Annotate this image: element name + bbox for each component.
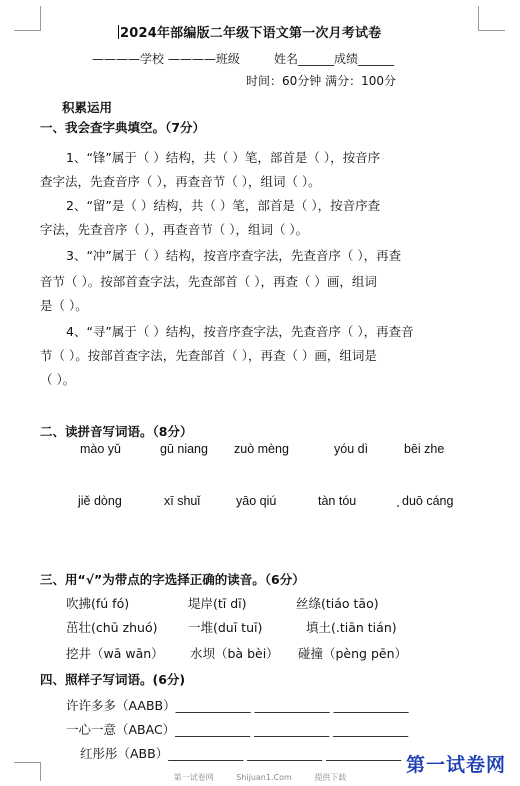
- pinyin-item: gū niang: [160, 442, 208, 456]
- pinyin-item: bēi zhe: [404, 442, 445, 456]
- pinyin-item: duō cáng: [402, 494, 454, 508]
- name-score-line: 姓名______成绩______: [274, 52, 395, 66]
- school-class-line: ————学校 ————班级: [92, 52, 240, 66]
- section-1-line: 3、“冲”属于（ ）结构，按音序查字法，先查音序（ ），再查: [66, 248, 402, 263]
- section-1-title: 一、我会查字典填空。（7分）: [40, 120, 205, 135]
- pinyin-item: tàn tóu: [318, 494, 357, 508]
- reading-choice-item: 挖井（wā wān）: [66, 646, 164, 661]
- section-1-line: 1、“锋”属于（ ）结构，共（ ）笔，部首是（ ），按音序: [66, 150, 381, 165]
- corner-mark-top-right: [478, 6, 505, 31]
- pinyin-item: xī shuǐ: [164, 494, 201, 508]
- section-4-title: 四、照样子写词语。(6分): [40, 672, 186, 687]
- section-1-line: 节（ ）。按部首查字法，先查部首（ ），再查（ ）画，组词是: [40, 348, 377, 363]
- page-title-text: 2024年部编版二年级下语文第一次月考试卷: [120, 26, 382, 41]
- reading-choice-item: 吹拂(fú fó): [66, 596, 130, 611]
- corner-mark-top-left: [14, 6, 41, 31]
- page-footer: [0, 772, 520, 783]
- pinyin-item: mào yǔ: [80, 442, 121, 456]
- section-1-line: （ ）。: [40, 372, 76, 387]
- section-1-line: 2、“留”是（ ）结构，共（ ）笔，部首是（ ），按音序查: [66, 198, 381, 213]
- reading-choice-item: 一堆(duī tuī): [188, 620, 263, 635]
- text-cursor: [118, 25, 119, 39]
- pinyin-item: jiě dòng: [78, 494, 122, 508]
- section-1-line: 是（ ）。: [40, 298, 88, 313]
- reading-choice-item: 水坝（bà bèi）: [190, 646, 279, 661]
- page-title: [118, 22, 381, 41]
- section-1-line: 查字法，先查音序（ ），再查音节（ ），组词（ ）。: [40, 174, 321, 189]
- reading-choice-item: 碰撞（pèng pēn）: [298, 646, 408, 661]
- pinyin-item: zuò mèng: [234, 442, 289, 456]
- word-pattern-line: 红彤彤（ABB）____________ ____________ ____________: [80, 746, 402, 761]
- dot-mark: [397, 505, 399, 507]
- section-1-line: 音节（ ）。按部首查字法，先查部首（ ），再查（ ）画，组词: [40, 274, 377, 289]
- footer-site-domain: Shijuan1.Com: [236, 773, 292, 782]
- word-pattern-line: 一心一意（ABAC）____________ ____________ ____________: [66, 722, 409, 737]
- section-2-title: 二、读拼音写词语。（8分）: [40, 424, 193, 439]
- time-score-line: 时间：60分钟 满分：100分: [246, 74, 396, 88]
- pinyin-item: yóu dì: [334, 442, 369, 456]
- section-3-title: 三、用“√”为带点的字选择正确的读音。（6分）: [40, 572, 305, 587]
- reading-choice-item: 堤岸(tī dī): [188, 596, 247, 611]
- section-1-line: 字法，先查音序（ ），再查音节（ ），组词（ ）。: [40, 222, 309, 237]
- pinyin-item: yāo qiú: [236, 494, 277, 508]
- footer-download: 提供下载: [314, 773, 347, 782]
- section-heading: 积累运用: [62, 100, 113, 115]
- reading-choice-item: 丝绦(tiáo tāo): [296, 596, 379, 611]
- section-1-line: 4、“寻”属于（ ）结构，按音序查字法，先查音序（ ），再查音: [66, 324, 414, 339]
- word-pattern-line: 许许多多（AABB）____________ ____________ ____________: [66, 698, 409, 713]
- reading-choice-item: 茁壮(chū zhuó): [66, 620, 158, 635]
- reading-choice-item: 填土(.tiān tián): [306, 620, 397, 635]
- footer-site-name: 第一试卷网: [173, 773, 214, 782]
- watermark-logo: 第一试卷网: [406, 754, 507, 776]
